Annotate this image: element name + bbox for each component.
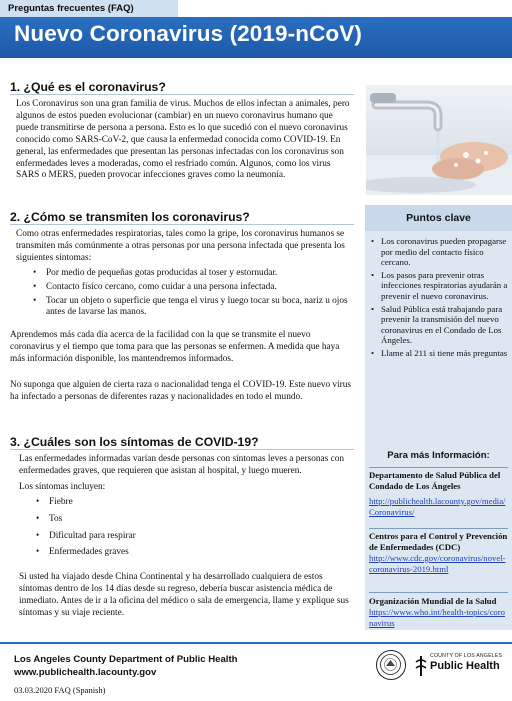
- section-3-body: [19, 454, 355, 564]
- divider: [369, 467, 508, 468]
- list-item: • Tocar un objeto o superficie que tenga el virus y luego tocar su boca, nariz u ojos antes de lavarse las manos.: [16, 296, 356, 320]
- section-2-intro: Como otras enfermedades respiratorias, tales como la gripe, los coronavirus humanos se transmiten más comúnmente a otras personas por una persona infectada que presenta los siguientes síntomas:: [16, 229, 345, 263]
- resource-link[interactable]: http://www.cdc.gov/coronavirus/novel-coronavirus-2019.html: [369, 552, 506, 574]
- footer-rule: [0, 642, 512, 644]
- key-points-list: [369, 236, 509, 361]
- page-title: Nuevo Coronavirus (2019-nCoV): [14, 21, 362, 46]
- list-item: • Por medio de pequeñas gotas producidas al toser y estornudar.: [16, 268, 356, 280]
- resource-org: Organización Mundial de la Salud: [369, 596, 497, 606]
- more-info-heading: Para más Información:: [365, 445, 512, 467]
- section-1-text: Los Coronavirus son una gran familia de virus. Muchos de ellos infectan a animales, pero algunos de estos pueden evolucionar (cambiar) en un nuevo coronavirus humano que puede transmitirse de persona a persona. Esto es lo que sucedió con el nuevo coronavirus conocido como SARS-CoV-2, que causa la enfermedad conocida como COVID-19. En general, las enfermedades que presentan las personas infectadas con los coronavirus son enfermedades leves a moderadas, como el resfriado común. Algunos, como los virus SARS o MERS, pueden provocar infecciones graves como la neumonía.: [16, 99, 350, 181]
- list-item: • Contacto físico cercano, como cuidar a una persona infectada.: [16, 282, 356, 294]
- title-bar: [0, 17, 512, 58]
- transmission-list: [16, 268, 356, 320]
- resource-dph: [369, 470, 509, 518]
- handwashing-photo: [366, 85, 512, 195]
- section-2-heading: 2. ¿Cómo se transmiten los coronavirus?: [10, 210, 250, 224]
- section-2-para2: Aprendemos más cada día acerca de la facilidad con la que se transmite el nuevo coronavirus y el tiempo que toma para que las personas se enfermen. A medida que haya más información disponible, los mantendremos informados.: [10, 330, 340, 364]
- footer-dept: Los Angeles County Department of Public Health: [14, 654, 238, 665]
- faq-tab: Preguntas frecuentes (FAQ): [0, 0, 178, 17]
- list-item: • Fiebre: [19, 497, 355, 509]
- footer-doc-id: 03.03.2020 FAQ (Spanish): [14, 685, 106, 695]
- section-3-rule: [10, 449, 354, 450]
- logo-county-text: COUNTY OF LOS ANGELES: [430, 653, 503, 659]
- resource-org: Departamento de Salud Pública del Condado de Los Ángeles: [369, 470, 501, 491]
- divider: [369, 528, 508, 529]
- section-2-para3: No suponga que alguien de cierta raza o nacionalidad tenga el COVID-19. Este nuevo virus ha infectado a personas de diferentes razas y nacionalidades en todo el mundo.: [10, 380, 352, 402]
- key-points-sidebar: [365, 205, 512, 630]
- section-3-para2: Si usted ha viajado desde China Continental y ha desarrollado cualquiera de estos síntomas dentro de los 14 días desde su regreso, debería buscar asistencia médica de inmediato. Antes de ir a la oficina del médico o sala de emergencia, llame y explique sus síntomas y su viaje reciente.: [19, 572, 349, 618]
- list-item: • Los pasos para prevenir otras infecciones respiratorias ayudarán a prevenir el nuevo coronavirus.: [369, 270, 509, 302]
- list-item: • Los coronavirus pueden propagarse por medio del contacto físico cercano.: [369, 236, 509, 268]
- section-3-intro: Las enfermedades informadas varían desde personas con síntomas leves a personas con enfermedades graves, que requieren que asistan al hospital, y luego mueren.: [19, 454, 345, 476]
- section-1-rule: [10, 94, 354, 95]
- section-1-heading: 1. ¿Qué es el coronavirus?: [10, 80, 166, 94]
- resource-org: Centros para el Control y Prevención de Enfermedades (CDC): [369, 531, 508, 552]
- list-item: • Salud Pública está trabajando para prevenir la transmisión del nuevo coronavirus en el Condado de Los Ángeles.: [369, 304, 509, 346]
- list-item: • Dificultad para respirar: [19, 531, 355, 543]
- divider: [369, 592, 508, 593]
- footer-website[interactable]: www.publichealth.lacounty.gov: [14, 667, 157, 678]
- handwashing-illustration: [366, 85, 512, 195]
- section-3-heading: 3. ¿Cuáles son los síntomas de COVID-19?: [10, 435, 259, 449]
- section-2-body: [16, 229, 356, 321]
- list-item: • Enfermedades graves: [19, 547, 355, 559]
- resource-link[interactable]: http://publichealth.lacounty.gov/media/Coronavirus/: [369, 495, 506, 517]
- list-item: • Llame al 211 si tiene más preguntas: [369, 348, 509, 359]
- resource-who: [369, 596, 509, 629]
- section-2-rule: [10, 224, 354, 225]
- county-seal-icon: [376, 650, 406, 680]
- list-item: • Tos: [19, 514, 355, 526]
- logo-public-health-text: Public Health: [430, 660, 500, 672]
- resource-cdc: [369, 531, 509, 575]
- header: [0, 0, 512, 58]
- key-points-heading: Puntos clave: [365, 205, 512, 231]
- symptoms-label: Los síntomas incluyen:: [19, 481, 106, 492]
- resource-link[interactable]: https://www.who.int/health-topics/coronavirus: [369, 606, 506, 628]
- symptoms-list: [19, 497, 355, 560]
- public-health-logo-icon: [413, 655, 429, 682]
